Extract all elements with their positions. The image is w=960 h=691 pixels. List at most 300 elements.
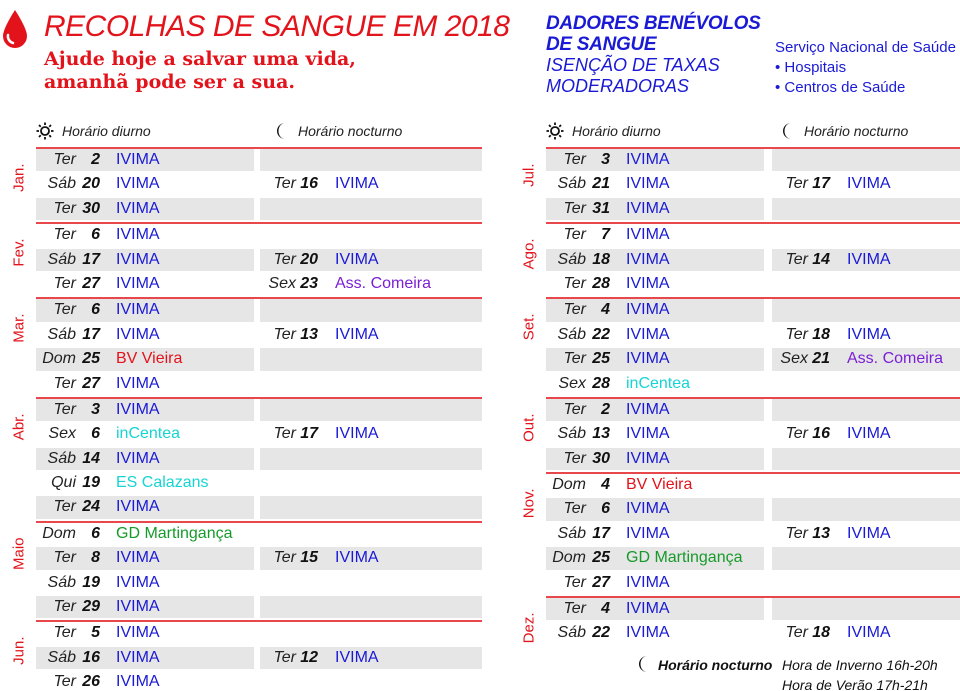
location: IVIMA — [626, 175, 670, 193]
moon-icon — [636, 655, 652, 673]
day-session — [36, 523, 254, 545]
day-number: 16 — [812, 425, 830, 443]
day-session — [546, 423, 764, 445]
weekday: Dom — [42, 524, 76, 542]
table-row — [36, 572, 482, 596]
night-session — [772, 324, 960, 346]
night-session — [260, 547, 482, 569]
table-row — [546, 324, 960, 348]
weekday: Sex — [780, 350, 808, 368]
location: IVIMA — [335, 325, 379, 343]
location: IVIMA — [116, 374, 160, 392]
day-number: 8 — [91, 549, 100, 567]
weekday: Ter — [785, 175, 808, 193]
day-number: 17 — [300, 425, 318, 443]
weekday: Ter — [273, 648, 296, 666]
second-half-schedule — [520, 147, 960, 647]
day-session — [546, 547, 764, 569]
night-session — [260, 423, 482, 445]
day-session — [546, 498, 764, 520]
day-session — [36, 472, 254, 494]
table-row — [546, 299, 960, 323]
sns-title: Serviço Nacional de Saúde — [775, 39, 956, 56]
weekday: Ter — [563, 199, 586, 217]
location: IVIMA — [116, 648, 160, 666]
month-name: Out. — [520, 413, 538, 442]
day-session — [36, 324, 254, 346]
table-row — [36, 299, 482, 323]
summer-hours: Hora de Verão 17h-21h — [782, 677, 928, 691]
month-block — [10, 620, 482, 691]
weekday: Ter — [563, 600, 586, 618]
table-row — [36, 273, 482, 297]
location: ES Calazans — [116, 474, 209, 492]
table-row — [36, 496, 482, 520]
night-session — [772, 622, 960, 644]
night-header-label: Horário nocturno — [804, 123, 909, 139]
night-session — [772, 198, 960, 220]
sun-icon — [36, 122, 54, 140]
day-number: 21 — [812, 350, 830, 368]
moon-icon — [780, 122, 796, 140]
table-row — [36, 324, 482, 348]
weekday: Ter — [273, 425, 296, 443]
weekday: Sáb — [47, 175, 76, 193]
location: IVIMA — [626, 400, 670, 418]
night-session — [260, 348, 482, 370]
month-block — [10, 521, 482, 621]
day-number: 16 — [82, 648, 100, 666]
day-number: 18 — [592, 250, 610, 268]
day-number: 25 — [592, 350, 610, 368]
weekday: Ter — [273, 250, 296, 268]
night-session — [260, 671, 482, 691]
night-session — [772, 348, 960, 370]
night-session — [772, 547, 960, 569]
day-number: 30 — [592, 449, 610, 467]
location: IVIMA — [116, 573, 160, 591]
weekday: Sáb — [557, 250, 586, 268]
day-session — [546, 249, 764, 271]
sns-info — [775, 38, 956, 98]
location: IVIMA — [847, 325, 891, 343]
weekday: Ter — [53, 624, 76, 642]
month-block — [520, 222, 960, 297]
month-name: Jan. — [10, 163, 28, 192]
location: IVIMA — [335, 549, 379, 567]
location: GD Martingança — [116, 524, 233, 542]
location: IVIMA — [116, 449, 160, 467]
night-session — [772, 598, 960, 620]
weekday: Qui — [51, 474, 76, 492]
location: IVIMA — [116, 325, 160, 343]
donors-heading — [546, 13, 761, 97]
night-session — [260, 273, 482, 295]
location: IVIMA — [847, 250, 891, 268]
night-session — [260, 647, 482, 669]
day-session — [546, 224, 764, 246]
day-session — [546, 474, 764, 496]
month-label — [9, 399, 29, 521]
legend-label: Horário nocturno — [658, 657, 773, 673]
month-label — [9, 622, 29, 691]
location: IVIMA — [847, 524, 891, 542]
day-session — [36, 572, 254, 594]
location: IVIMA — [335, 175, 379, 193]
weekday: Ter — [563, 151, 586, 168]
weekday: Ter — [53, 598, 76, 616]
night-session — [260, 399, 482, 421]
day-number: 27 — [82, 374, 100, 392]
day-number: 13 — [812, 524, 830, 542]
location: Ass. Comeira — [847, 350, 944, 368]
day-session — [36, 348, 254, 370]
weekday: Sáb — [47, 325, 76, 343]
location: IVIMA — [626, 226, 670, 244]
day-number: 14 — [82, 449, 100, 467]
weekday: Ter — [785, 425, 808, 443]
month-block — [520, 596, 960, 647]
day-session — [546, 273, 764, 295]
table-row — [546, 622, 960, 646]
day-number: 6 — [91, 425, 100, 443]
day-session — [36, 198, 254, 220]
weekday: Sex — [48, 425, 76, 443]
day-session — [546, 448, 764, 470]
location: IVIMA — [335, 250, 379, 268]
weekday: Ter — [563, 573, 586, 591]
month-label — [519, 598, 539, 647]
night-session — [260, 324, 482, 346]
location: IVIMA — [116, 549, 160, 567]
night-session — [772, 474, 960, 496]
table-row — [36, 348, 482, 372]
location: IVIMA — [116, 175, 160, 193]
slogan-line-2: amanhã pode ser a sua. — [44, 71, 295, 93]
donors-line-4: MODERADORAS — [546, 76, 690, 96]
table-row — [36, 249, 482, 273]
month-block — [520, 297, 960, 397]
month-label — [519, 299, 539, 397]
location: IVIMA — [116, 199, 160, 217]
location: IVIMA — [626, 301, 670, 319]
location: IVIMA — [626, 524, 670, 542]
day-number: 12 — [300, 648, 318, 666]
day-number: 7 — [601, 226, 610, 244]
table-row — [546, 224, 960, 248]
day-session — [36, 647, 254, 669]
month-name: Jun. — [10, 636, 28, 666]
day-number: 3 — [601, 151, 610, 168]
weekday: Sáb — [557, 175, 586, 193]
location: IVIMA — [116, 274, 160, 292]
weekday: Ter — [785, 250, 808, 268]
day-session — [36, 547, 254, 569]
night-header-label: Horário nocturno — [298, 123, 403, 139]
day-session — [36, 596, 254, 618]
day-number: 6 — [91, 226, 100, 244]
day-number: 20 — [300, 250, 318, 268]
location: IVIMA — [116, 598, 160, 616]
night-session — [260, 198, 482, 220]
day-session — [36, 496, 254, 518]
right-night-header — [780, 121, 908, 141]
weekday: Sex — [268, 274, 296, 292]
night-session — [772, 572, 960, 594]
day-number: 16 — [300, 175, 318, 193]
weekday: Dom — [552, 549, 586, 567]
day-number: 4 — [601, 301, 610, 319]
night-session — [772, 149, 960, 171]
weekday: Dom — [552, 476, 586, 494]
weekday: Sáb — [557, 524, 586, 542]
weekday: Ter — [53, 226, 76, 244]
location: IVIMA — [626, 350, 670, 368]
weekday: Ter — [53, 498, 76, 516]
location: inCentea — [116, 425, 181, 443]
location: IVIMA — [116, 301, 160, 319]
day-session — [36, 671, 254, 691]
day-session — [36, 373, 254, 395]
day-number: 31 — [592, 199, 610, 217]
day-number: 18 — [812, 624, 830, 642]
day-session — [546, 173, 764, 195]
night-session — [260, 224, 482, 246]
night-session — [260, 448, 482, 470]
month-name: Fev. — [10, 238, 28, 267]
location: IVIMA — [116, 226, 160, 244]
location: IVIMA — [116, 151, 160, 168]
day-number: 17 — [82, 325, 100, 343]
first-half-schedule — [10, 147, 482, 691]
month-block — [520, 397, 960, 472]
day-session — [36, 249, 254, 271]
month-block — [10, 397, 482, 521]
day-number: 28 — [592, 274, 610, 292]
location: IVIMA — [626, 624, 670, 642]
left-night-header — [274, 121, 402, 141]
month-label — [519, 399, 539, 472]
month-name: Ago. — [520, 238, 538, 270]
night-session — [260, 149, 482, 171]
night-session — [260, 249, 482, 271]
month-block — [520, 147, 960, 222]
night-session — [772, 399, 960, 421]
day-session — [36, 149, 254, 171]
weekday: Sáb — [47, 648, 76, 666]
month-name: Dez. — [520, 612, 538, 644]
weekday: Sáb — [557, 624, 586, 642]
day-number: 20 — [82, 175, 100, 193]
day-session — [546, 198, 764, 220]
month-block — [10, 297, 482, 397]
left-day-header — [36, 121, 151, 141]
location: Ass. Comeira — [335, 274, 432, 292]
day-number: 4 — [601, 600, 610, 618]
table-row — [36, 671, 482, 691]
weekday: Ter — [785, 524, 808, 542]
night-session — [772, 423, 960, 445]
weekday: Ter — [785, 624, 808, 642]
night-session — [772, 273, 960, 295]
night-session — [260, 173, 482, 195]
donors-line-3: ISENÇÃO DE TAXAS — [546, 55, 720, 75]
weekday: Ter — [53, 374, 76, 392]
day-session — [546, 572, 764, 594]
table-row — [546, 348, 960, 372]
table-row — [36, 596, 482, 620]
location: IVIMA — [116, 250, 160, 268]
donors-line-1: DADORES BENÉVOLOS — [546, 13, 761, 34]
month-name: Nov. — [520, 488, 538, 519]
weekday: Ter — [273, 175, 296, 193]
location: IVIMA — [116, 624, 160, 642]
night-session — [260, 596, 482, 618]
weekday: Ter — [563, 274, 586, 292]
day-session — [36, 273, 254, 295]
day-session — [546, 324, 764, 346]
weekday: Ter — [273, 549, 296, 567]
day-session — [546, 622, 764, 644]
day-number: 6 — [91, 524, 100, 542]
month-name: Mar. — [10, 313, 28, 344]
location: IVIMA — [626, 573, 670, 591]
day-number: 18 — [812, 325, 830, 343]
day-number: 25 — [592, 549, 610, 567]
location: BV Vieira — [116, 350, 183, 368]
table-row — [36, 472, 482, 496]
table-row — [546, 474, 960, 498]
month-label — [9, 149, 29, 222]
month-label — [9, 523, 29, 621]
day-session — [36, 399, 254, 421]
month-label — [519, 474, 539, 596]
month-label — [9, 299, 29, 397]
table-row — [546, 273, 960, 297]
day-number: 26 — [82, 673, 100, 691]
location: IVIMA — [335, 425, 379, 443]
day-number: 4 — [601, 476, 610, 494]
weekday: Ter — [53, 549, 76, 567]
day-session — [546, 598, 764, 620]
location: IVIMA — [626, 250, 670, 268]
month-label — [519, 224, 539, 297]
day-session — [36, 173, 254, 195]
day-session — [546, 149, 764, 171]
day-number: 27 — [592, 573, 610, 591]
day-number: 17 — [82, 250, 100, 268]
weekday: Sáb — [47, 449, 76, 467]
day-number: 30 — [82, 199, 100, 217]
day-session — [546, 399, 764, 421]
location: IVIMA — [847, 624, 891, 642]
night-session — [772, 373, 960, 395]
weekday: Ter — [563, 500, 586, 518]
day-number: 19 — [82, 474, 100, 492]
night-session — [772, 498, 960, 520]
location: IVIMA — [626, 600, 670, 618]
table-row — [36, 399, 482, 423]
day-number: 28 — [592, 374, 610, 392]
weekday: Ter — [785, 325, 808, 343]
night-session — [772, 299, 960, 321]
day-number: 13 — [300, 325, 318, 343]
month-name: Jul. — [520, 163, 538, 187]
day-session — [546, 299, 764, 321]
night-session — [772, 224, 960, 246]
table-row — [546, 198, 960, 222]
day-number: 17 — [592, 524, 610, 542]
weekday: Sáb — [47, 573, 76, 591]
table-row — [36, 149, 482, 173]
day-session — [546, 523, 764, 545]
table-row — [36, 423, 482, 447]
weekday: Ter — [53, 673, 76, 691]
day-number: 3 — [91, 400, 100, 418]
month-block — [10, 147, 482, 222]
day-number: 27 — [82, 274, 100, 292]
table-row — [36, 547, 482, 571]
table-row — [546, 173, 960, 197]
location: IVIMA — [626, 199, 670, 217]
location: GD Martingança — [626, 549, 743, 567]
weekday: Sáb — [557, 425, 586, 443]
weekday: Ter — [563, 400, 586, 418]
night-session — [772, 523, 960, 545]
day-number: 6 — [91, 301, 100, 319]
location: IVIMA — [116, 673, 160, 691]
day-number: 22 — [592, 325, 610, 343]
table-row — [36, 448, 482, 472]
slogan-line-1: Ajude hoje a salvar uma vida, — [44, 48, 356, 70]
table-row — [36, 647, 482, 671]
sns-item-hospitals: • Hospitais — [775, 59, 847, 76]
location: IVIMA — [626, 151, 670, 168]
weekday: Ter — [53, 301, 76, 319]
day-session — [36, 299, 254, 321]
day-header-label: Horário diurno — [62, 123, 151, 139]
table-row — [36, 622, 482, 646]
month-name: Set. — [520, 313, 538, 341]
month-name: Abr. — [10, 413, 28, 441]
table-row — [36, 224, 482, 248]
table-row — [546, 598, 960, 622]
weekday: Sex — [558, 374, 586, 392]
night-session — [260, 373, 482, 395]
table-row — [546, 572, 960, 596]
day-number: 15 — [300, 549, 318, 567]
day-session — [36, 622, 254, 644]
location: IVIMA — [335, 648, 379, 666]
day-number: 5 — [91, 624, 100, 642]
weekday: Ter — [563, 226, 586, 244]
weekday: Ter — [563, 301, 586, 319]
location: IVIMA — [847, 425, 891, 443]
moon-icon — [274, 122, 290, 140]
day-number: 14 — [812, 250, 830, 268]
day-number: 24 — [82, 498, 100, 516]
table-row — [36, 523, 482, 547]
sun-icon — [546, 122, 564, 140]
month-block — [10, 222, 482, 297]
day-number: 19 — [82, 573, 100, 591]
slogan — [44, 48, 356, 94]
day-number: 29 — [82, 598, 100, 616]
day-session — [36, 448, 254, 470]
day-session — [546, 373, 764, 395]
table-row — [546, 448, 960, 472]
location: IVIMA — [116, 400, 160, 418]
